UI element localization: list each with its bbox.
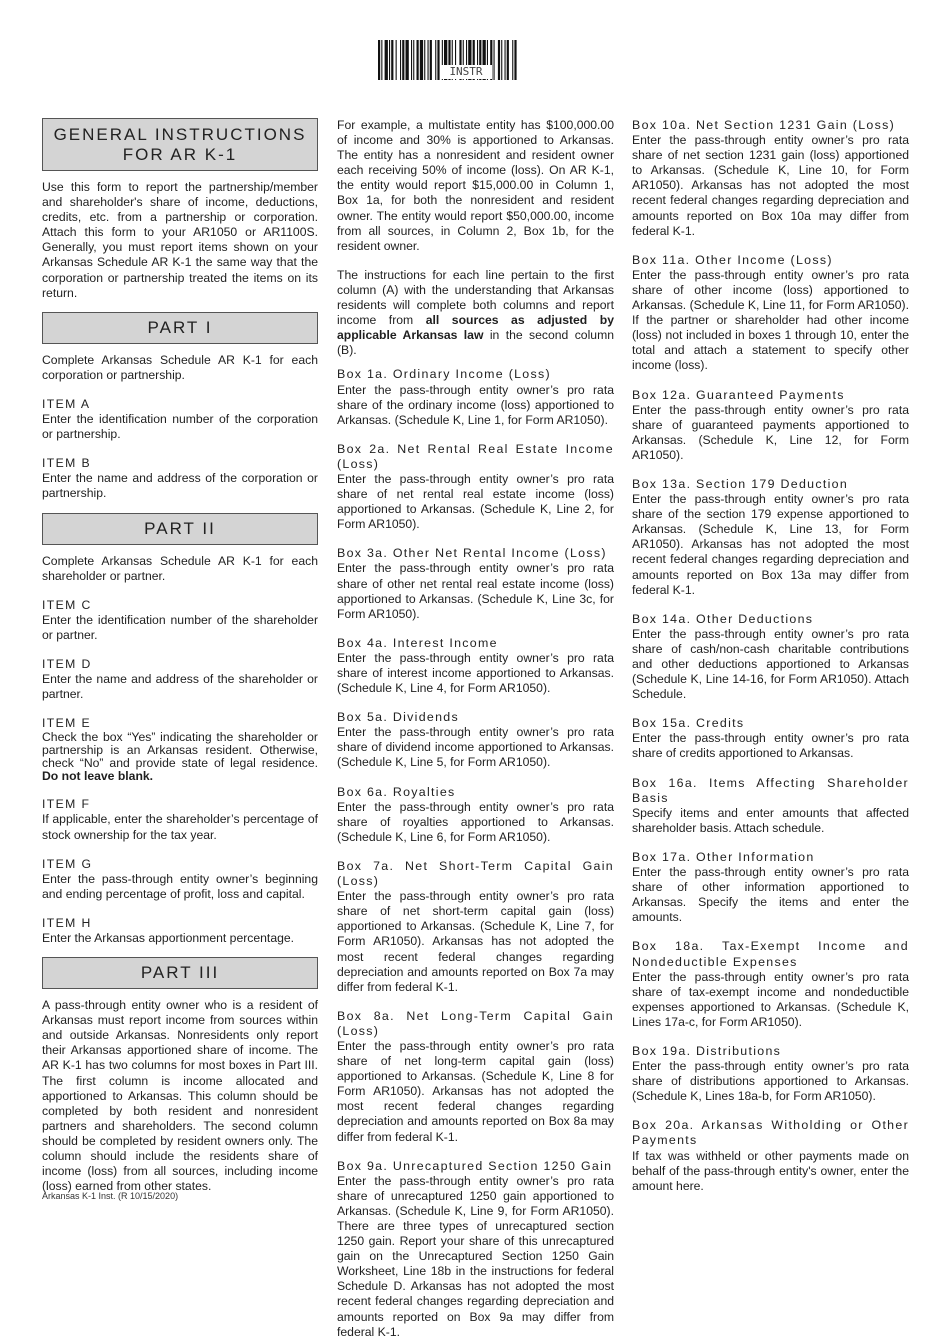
box-20a-head: Box 20a. Arkansas Witholding or Other Payments [632,1118,909,1148]
box-17a [632,850,909,925]
example-paragraph: For example, a multistate entity has $100,000.00 of income and 30% is apportioned to Arkansas. The entity has a nonresident and resident owner each receiving 50% of income (loss). On AR K-1, the entity would report $15,000.00 in Column 1, Box 1a, for both the nonresident and resident owner. The entity would report $50,000.00, income from all sources, in Column 2, Box 1b, for the resident owner. [337,118,614,253]
item-d-body: Enter the name and address of the shareholder or partner. [42,672,318,702]
box-19a [632,1044,909,1104]
column-1 [42,118,318,1194]
box-6a-head: Box 6a. Royalties [337,784,456,799]
general-title-line1: GENERAL INSTRUCTIONS [53,125,307,144]
box-18a-body: Enter the pass-through entity owner’s pro rata share of tax-exempt income and nondeductible expenses apportioned to Arkansas. (Schedule K, Lines 17a-c, for Form AR1050). [632,969,909,1029]
barcode-bar [381,40,382,80]
box-3a-body: Enter the pass-through entity owner’s pro rata share of other net rental real estate income (loss) apportioned to Arkansas. (Schedule K, Line 3c, for Form AR1050). [337,561,614,621]
column-3 [632,118,909,1194]
box-4a [337,636,614,696]
columns-instruction-post: in the second column (B). [337,328,615,358]
general-instructions-header [42,118,318,171]
box-7a-body: Enter the pass-through entity owner’s pro rata share of net short-term capital gain (loss) apportioned to Arkansas. (Schedule K, Line 7, for Form AR1050). Arkansas has not adopted the most recent federal changes regarding depreciation and amounts reported on Box 7a may differ from federal K-1. [337,889,614,994]
item-b-body: Enter the name and address of the corporation or partnership. [42,471,318,501]
part2-intro: Complete Arkansas Schedule AR K-1 for each shareholder or partner. [42,553,318,583]
box-4a-head: Box 4a. Interest Income [337,635,498,650]
item-c [42,598,318,643]
part3-body: A pass-through entity owner who is a resident of Arkansas must report income from sources within and outside Arkansas. Nonresidents only report their Arkansas apportioned share of income. The AR K-1 has two columns for most boxes in Part III. The first column is income allocated and apportioned to Arkansas. This column should be completed by both resident and nonresident partners and shareholders. The second column should be completed by resident owners only. The column should include the residents share of income (loss) from all sources, including income (loss) earned from other states. [42,998,318,1194]
item-f-head: ITEM F [42,797,91,812]
box-7a [337,859,614,995]
barcode-bar [494,40,495,80]
box-9a-body: Enter the pass-through entity owner’s pro rata share of unrecaptured 1250 gain apportioned to Arkansas. (Schedule K, Line 9, for Form AR1050). There are three types of unrecaptured section 1250 gain. Report your share of this unrecaptured gain on the Unrecaptured Section 1250 Gain Worksheet, Line 18b in the instructions for federal Schedule D. Arkansas has not adopted the most recent federal changes regarding depreciation and amounts reported on Box 9a may differ from federal K-1. [337,1173,614,1339]
item-g-body: Enter the pass-through entity owner’s beginning and ending percentage of profit, loss and capital. [42,871,318,901]
barcode-bar [406,40,409,80]
box-14a-head: Box 14a. Other Deductions [632,611,814,626]
box-13a-body: Enter the pass-through entity owner’s pro rata share of the section 179 expense apportioned to Arkansas. (Schedule K, Line 13, for Form AR1050). Arkansas has not adopted the most recent federal changes regarding depreciation and amounts reported on Box 13a may differ from federal K-1. [632,492,909,597]
barcode-bar [389,40,390,80]
box-10a-head: Box 10a. Net Section 1231 Gain (Loss) [632,118,895,132]
item-b-head: ITEM B [42,456,92,471]
box-18a [632,939,909,1030]
barcode-bar [514,40,516,80]
item-e [42,716,318,783]
item-e-text: Check the box “Yes” indicating the shareholder or partnership is an Arkansas resident. Otherwise, check “No” and provide state of legal residence. [42,730,318,771]
box-13a-head: Box 13a. Section 179 Deduction [632,476,849,491]
part2-title: PART II [144,518,216,538]
item-g-head: ITEM G [42,856,93,871]
part2-header [42,513,318,545]
box-14a [632,612,909,703]
box-17a-body: Enter the pass-through entity owner’s pro rata share of other information apportioned to Arkansas. Specify the items and enter the amounts. [632,865,909,925]
box-6a-body: Enter the pass-through entity owner’s pro rata share of royalties apportioned to Arkansas. (Schedule K, Line 6, for Form AR1050). [337,799,614,844]
box-6a [337,785,614,845]
part3-title: PART III [140,963,220,983]
item-e-body [42,731,318,783]
item-a-body: Enter the identification number of the corporation or partnership. [42,412,318,442]
box-3a-head: Box 3a. Other Net Rental Income (Loss) [337,546,607,561]
barcode-bar [512,40,513,80]
item-c-head: ITEM C [42,597,92,612]
barcode-bar [413,40,414,80]
box-9a [337,1159,614,1340]
box-12a-body: Enter the pass-through entity owner’s pro rata share of guaranteed payments apportioned to Arkansas. (Schedule K, Line 12, for Form AR1050). [632,402,909,462]
item-a [42,397,318,442]
barcode-bar [424,40,425,80]
box-15a [632,716,909,761]
box-11a [632,253,909,374]
box-15a-body: Enter the pass-through entity owner’s pro rata share of credits apportioned to Arkansas. [632,731,909,761]
box-12a-head: Box 12a. Guaranteed Payments [632,387,845,402]
item-e-bold: Do not leave blank. [42,769,154,784]
item-h [42,916,318,946]
part1-intro: Complete Arkansas Schedule AR K-1 for each corporation or partnership. [42,352,318,382]
barcode-bar [417,40,419,80]
box-8a [337,1009,614,1145]
barcode-bar [435,40,436,80]
part3-header [42,957,318,989]
box-8a-body: Enter the pass-through entity owner’s pro rata share of net long-term capital gain (loss) apportioned to Arkansas. (Schedule K, Line 8 for Form AR1050). Arkansas has not adopted the most recent federal changes regarding depreciation and amounts reported on Box 8a may differ from federal K-1. [337,1038,614,1144]
column-2 [337,118,614,1340]
box-14a-body: Enter the pass-through entity owner’s pro rata share of cash/non-cash charitable contributions and other deductions apportioned to Arkansas (Schedule K, Line 14-16, for Form AR1050). Attach Schedule. [632,626,909,702]
box-16a [632,776,909,836]
barcode-bar [430,40,432,80]
box-9a-head: Box 9a. Unrecaptured Section 1250 Gain [337,1158,613,1173]
barcode-bar [378,40,380,80]
barcode [378,40,558,82]
barcode-bar [505,40,506,80]
box-16a-body: Specify items and enter amounts that affected shareholder basis. Attach schedule. [632,805,909,835]
barcode-bar [507,40,509,80]
part1-header [42,312,318,344]
barcode-bar [385,40,388,80]
box-10a [632,118,909,239]
box-1a-body: Enter the pass-through entity owner’s pro rata share of the ordinary income (loss) apportioned to Arkansas. (Schedule K, Line 1, for Form AR1050). [337,382,614,427]
item-b [42,456,318,501]
barcode-bar [402,40,404,80]
barcode-code: INSTR [440,65,492,79]
box-1a-head: Box 1a. Ordinary Income (Loss) [337,367,551,382]
barcode-bar [411,40,412,80]
box-11a-body: Enter the pass-through entity owner’s pro rata share of other income (loss) apportioned to Arkansas. (Schedule K, Line 11, for Form AR1050). If the partner or shareholder had other income (loss) not included in boxes 1 through 10, enter the total and attach a statement to specify other income (loss). [632,267,909,373]
barcode-bar [498,40,500,80]
box-3a [337,546,614,621]
item-e-head: ITEM E [42,716,92,731]
box-15a-head: Box 15a. Credits [632,716,745,731]
item-c-body: Enter the identification number of the shareholder or partner. [42,612,318,642]
item-a-head: ITEM A [42,396,91,411]
item-d [42,657,318,702]
columns-instruction-bold: all sources as adjusted by applicable Arkansas law [337,313,615,343]
columns-instruction [337,268,614,359]
box-8a-head: Box 8a. Net Long-Term Capital Gain (Loss) [337,1008,614,1038]
box-5a [337,710,614,770]
box-7a-head: Box 7a. Net Short-Term Capital Gain (Loss) [337,858,614,889]
box-13a [632,477,909,598]
item-g [42,857,318,902]
general-body: Use this form to report the partnership/member and shareholder's share of income, deductions, credits, etc. from a partnership or corporation. Attach this form to your AR1050 or AR1100S. Generally, you must report items shown on your Arkansas Schedule AR K-1 the same way that the corporation or partnership treated the items on its return. [42,180,318,300]
box-19a-body: Enter the pass-through entity owner’s pro rata share of distributions apportioned to Arkansas. (Schedule K, Lines 18a-b, for Form AR1050). [632,1059,909,1104]
box-20a-body: If tax was withheld or other payments made on behalf of the pass-through entity's owner, enter the amount here. [632,1148,909,1193]
general-title-line2: FOR AR K-1 [122,145,238,164]
barcode-bar [396,40,397,80]
box-18a-head: Box 18a. Tax-Exempt Income and Nondeductible Expenses [632,939,909,969]
box-10a-body: Enter the pass-through entity owner’s pro rata share of net section 1231 gain (loss) apportioned to Arkansas. (Schedule K, Line 10, for Form AR1050). Arkansas has not adopted the most recent federal changes regarding depreciation and amounts reported on Box 10a may differ from federal K-1. [632,133,909,238]
box-5a-body: Enter the pass-through entity owner’s pro rata share of dividend income apportioned to Arkansas. (Schedule K, Line 5, for Form AR1050). [337,725,614,770]
box-2a-head: Box 2a. Net Rental Real Estate Income (Loss) [337,441,614,471]
box-2a-body: Enter the pass-through entity owner’s pro rata share of net rental real estate income (loss) apportioned to Arkansas. (Schedule K, Line 2, for Form AR1050). [337,471,614,532]
item-h-head: ITEM H [42,915,92,930]
item-h-body: Enter the Arkansas apportionment percentage. [42,931,295,945]
box-16a-head: Box 16a. Items Affecting Shareholder Basis [632,775,909,805]
box-1a [337,367,614,427]
barcode-bar [391,40,393,80]
item-d-head: ITEM D [42,656,92,671]
box-11a-head: Box 11a. Other Income (Loss) [632,252,833,267]
footer-form-id: Arkansas K-1 Inst. (R 10/15/2020) [42,1191,179,1201]
item-f [42,797,318,842]
box-19a-head: Box 19a. Distributions [632,1043,782,1058]
barcode-bar [400,40,401,80]
box-4a-body: Enter the pass-through entity owner’s pro rata share of interest income apportioned to Arkansas. (Schedule K, Line 4, for Form AR1050). [337,650,614,696]
columns-instruction-pre: The instructions for each line pertain to the first column (A) with the understanding that Arkansas residents will complete both columns and report income from [337,267,614,328]
item-f-body: If applicable, enter the shareholder’s percentage of stock ownership for the tax year. [42,812,318,842]
box-12a [632,388,909,463]
barcode-bar [501,40,502,80]
box-2a [337,442,614,533]
box-17a-head: Box 17a. Other Information [632,849,815,864]
barcode-bar [428,40,429,80]
box-5a-head: Box 5a. Dividends [337,710,459,725]
part1-title: PART I [147,317,213,337]
barcode-bar [420,40,423,80]
box-20a [632,1118,909,1193]
